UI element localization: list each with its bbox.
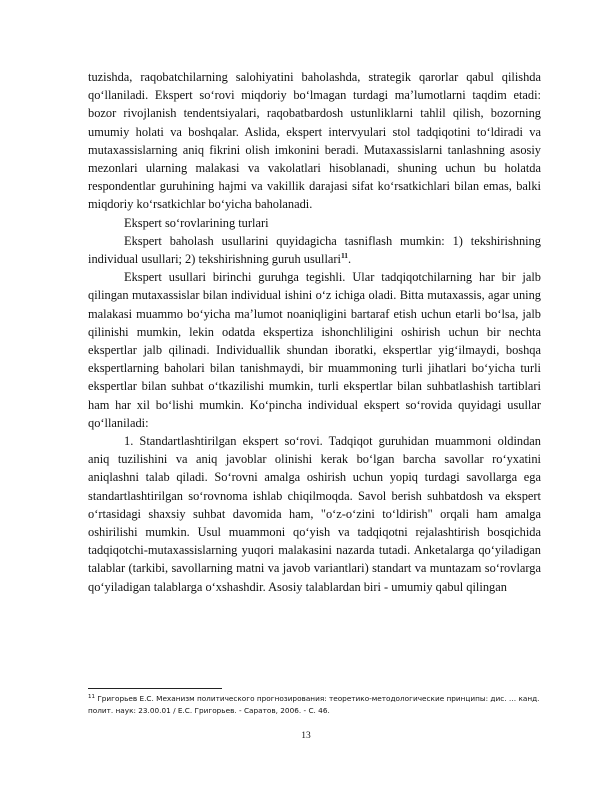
body-text [88,68,541,596]
footnote-text: Григорьев Е.С. Механизм политического прогнозирования: теоретико-методологические принципы: дис. … канд. полит. наук: 23.00.01 / Е.С. Григорьев. - Саратов, 2006. - С. 46. [88,694,540,715]
page-number: 13 [301,731,311,741]
paragraph: Ekspert usullari birinchi guruhga tegishli. Ular tadqiqotchilarning har bir jalb qilingan mutaxassislar bilan individual ishini o‘z ichiga oladi. Bitta mutaxassis, agar uning malakasi muammo bo‘yicha ma’lumot noaniqligini bartaraf etish uchun etarli bo‘lsa, jalb qilinishi mumkin, lekin odatda ekspertiza ishonchliligini oshirish uchun bir nechta ekspertlar jalb qilinadi. Individuallik shundan iboratki, ekspertlar yig‘ilmaydi, boshqa ekspertlarning baholari bilan tanishmaydi, bir muammoning turli jihatlari bo‘yicha turli ekspertlar bilan suhbat o‘tkazilishi mumkin, turli ekspertlar bilan suhbatlashish tartiblari ham har xil bo‘lishi mumkin. Ko‘pincha individual ekspert so‘rovida quyidagi usullar qo‘llaniladi: [88,270,541,430]
list-item-paragraph: 1. Standartlashtirilgan ekspert so‘rovi. Tadqiqot guruhidan muammoni oldindan aniq tuzilishini va aniq javoblar olinishi kerak bo‘lgan barcha savollar ro‘yxatini aniqlashni talab qiladi. So‘rovni amalga oshirish uchun yopiq turdagi savollarga ega standartlashtirilgan so‘rovnoma ishlab chiqilmoqda. Savol berish suhbatdosh va ekspert o‘rtasidagi shaxsiy suhbat davomida ham, "o‘z-o‘zini to‘ldirish" orqali ham amalga oshirilishi mumkin. Usul muammoni qo‘yish va tadqiqotni rejalashtirish bosqichida tadqiqotchi-mutaxassislarning yuqori malakasini nazarda tutadi. Anketalarga qo‘yiladigan talablar (tarkibi, savollarning matni va javob variantlari) standart va muntazam so‘rovlarga qo‘yiladigan talablarga o‘xshashdir. Asosiy talablardan biri - umumiy qabul qilingan [88,434,541,594]
paragraph-end: . [348,252,352,267]
paragraph [88,232,541,268]
section-heading: Ekspert so‘rovlarining turlari [124,215,269,230]
footnote-number: 11 [88,694,95,700]
paragraph: tuzishda, raqobatchilarning salohiyatini baholashda, strategik qarorlar qabul qilishda qo‘llaniladi. Ekspert so‘rovi miqdoriy bo‘lmagan turdagi ma’lumotlarni taqdim etadi: bozor rivojlanish tendentsiyalari, raqobatbardosh ustunliklarni tahlil qilish, bozorning umumiy holati va boshqalar. Aslida, ekspert intervyulari stol tadqiqotini to‘ldiradi va mutaxassislarning aniq fikrini olish imkonini beradi. Mutaxassislarni tanlashning asosiy mezonlari ularning malakasi va vakolatlari hisoblanadi, shuning uchun bu holatda respondentlar guruhining hajmi va vakillik darajasi sifat ko‘rsatkichlari bilan emas, balki miqdoriy ko‘rsatkichlar bo‘yicha baholanadi. [88,70,541,212]
paragraph-text: Ekspert baholash usullarini quyidagicha tasniflash mumkin: 1) tekshirishning individual usullari; 2) tekshirishning guruh usullari [88,233,541,267]
footnote-reference[interactable]: 11 [340,251,349,261]
footnote [88,693,542,717]
footnote-separator [88,688,222,689]
